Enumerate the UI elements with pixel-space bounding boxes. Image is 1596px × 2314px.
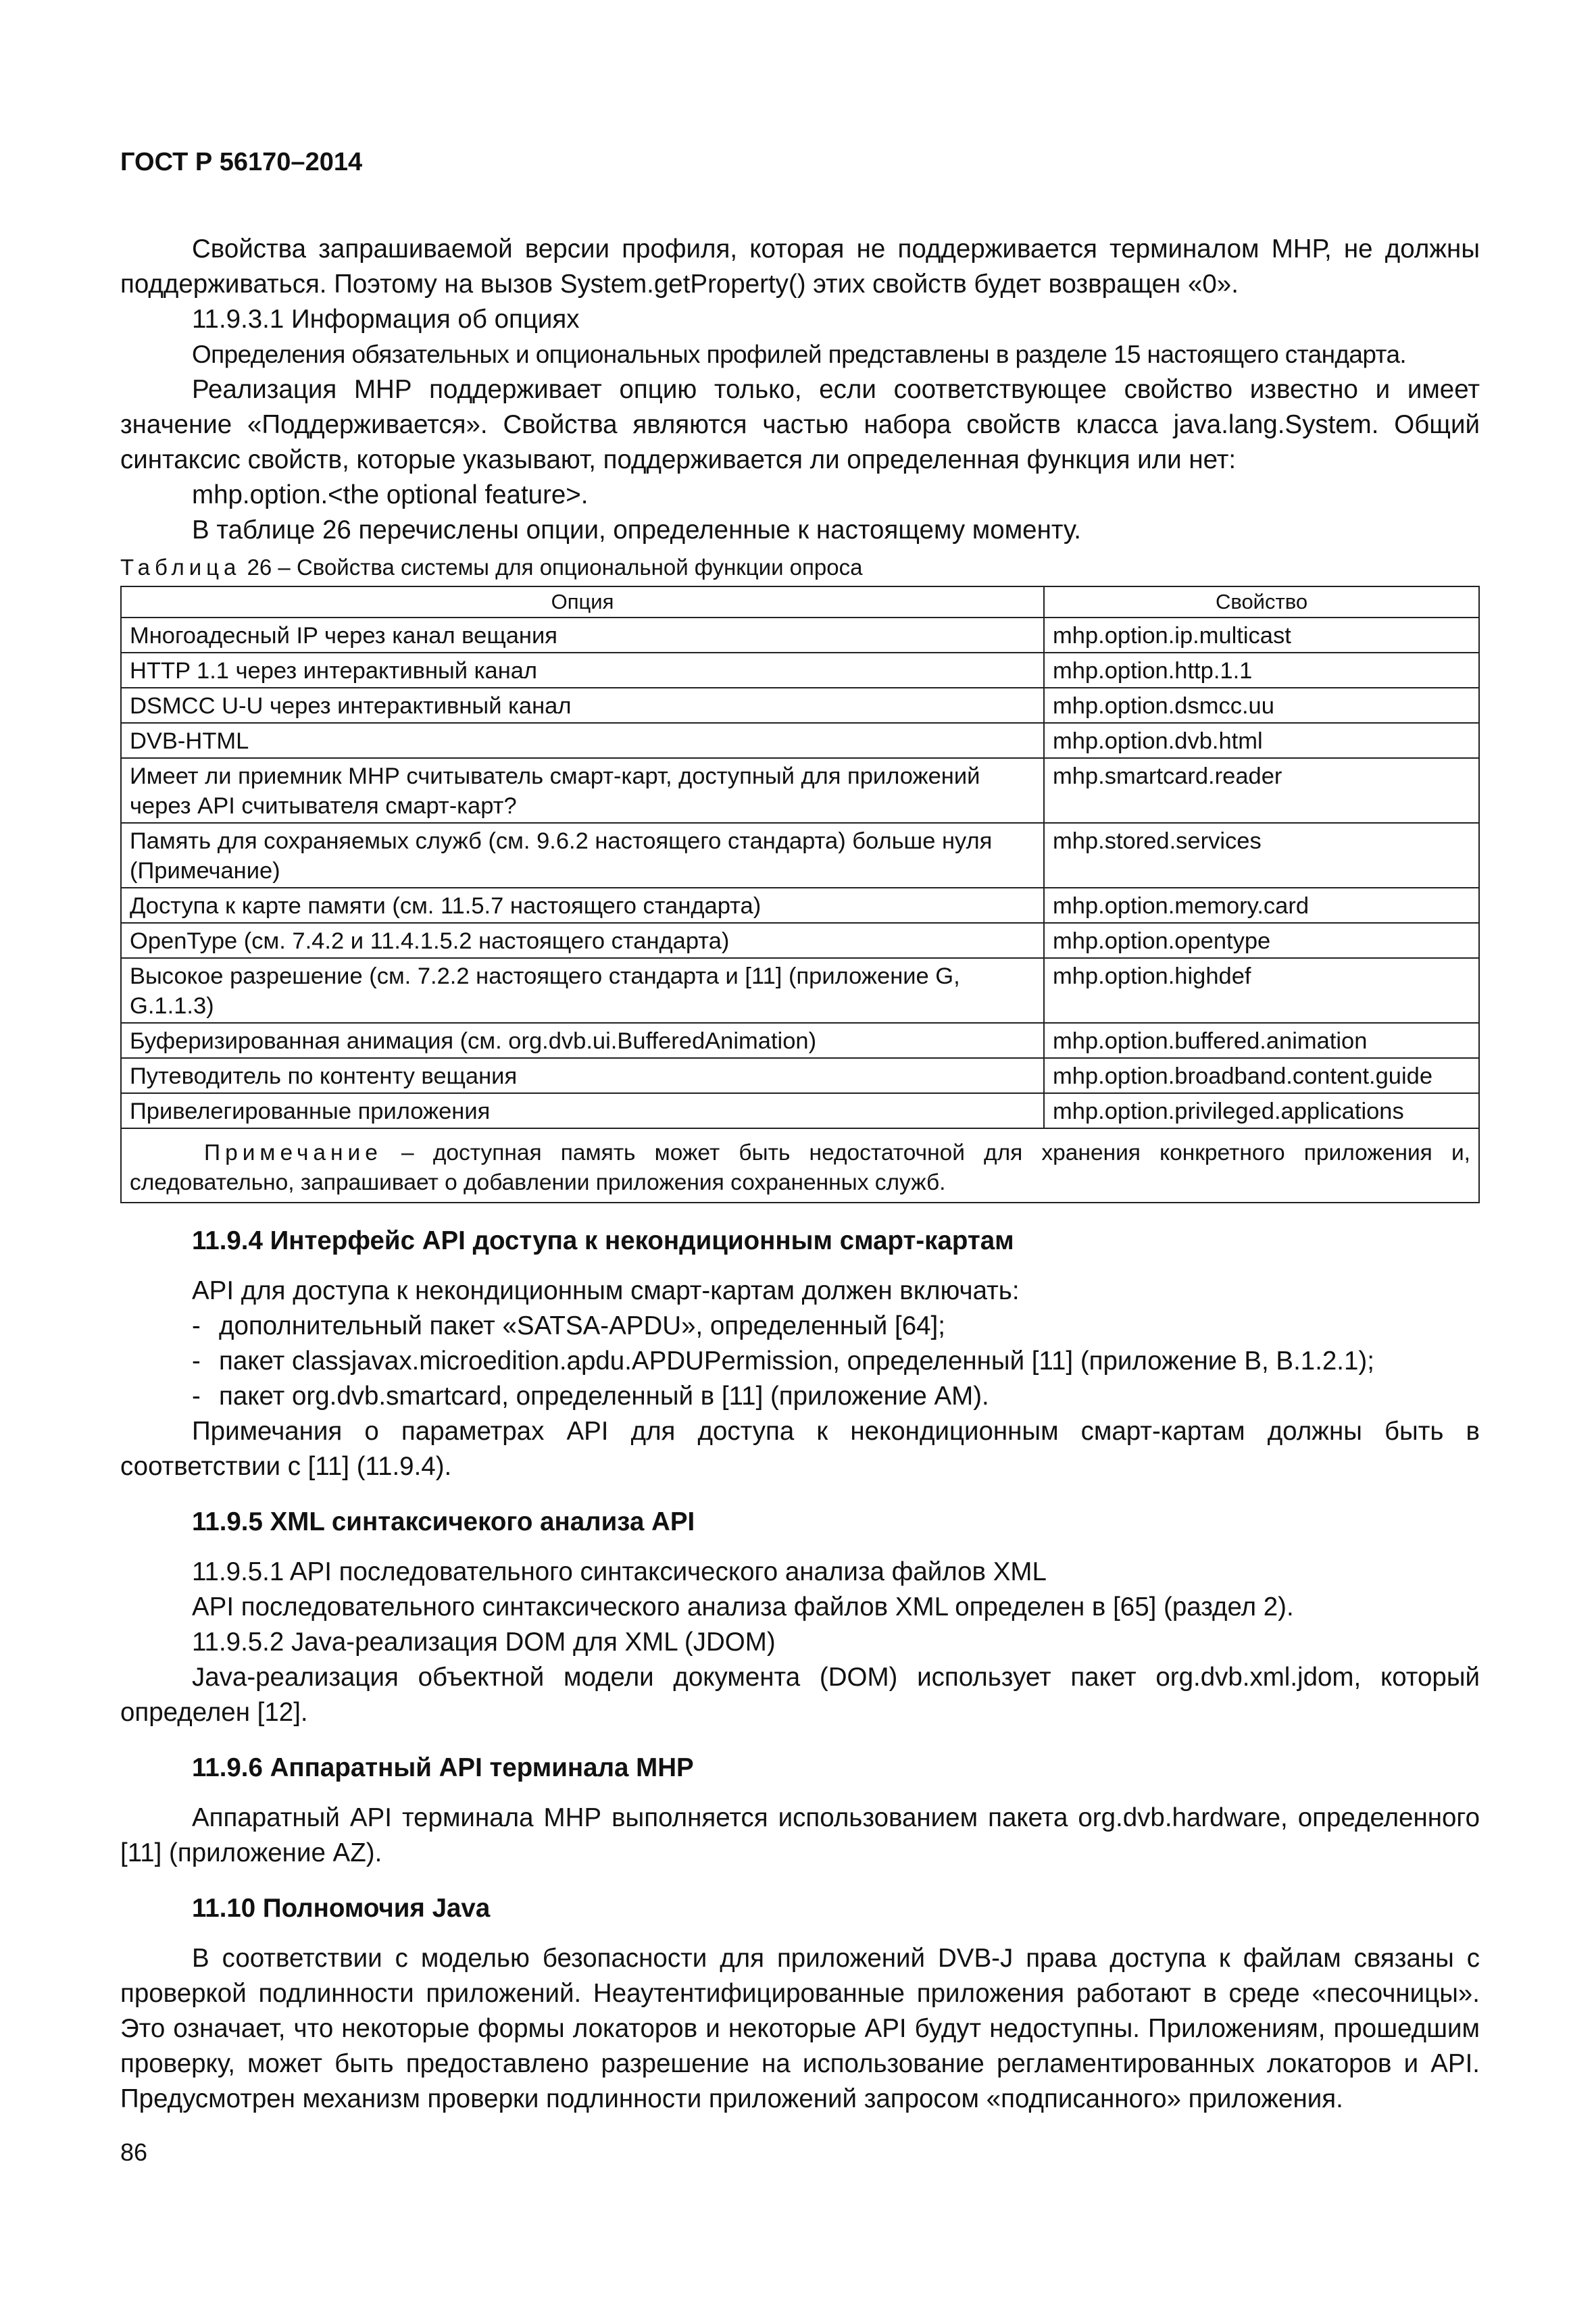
table-caption-text: 26 – Свойства системы для опциональной функции опроса (247, 555, 863, 580)
table-cell: DSMCC U-U через интерактивный канал (121, 688, 1044, 723)
list-item (120, 1379, 1480, 1414)
section-heading: 11.9.6 Аппаратный API терминала МНР (192, 1753, 694, 1782)
list-dash: - (192, 1382, 201, 1411)
table-row (121, 958, 1479, 1023)
section-heading: 11.10 Полномочия Java (192, 1894, 491, 1923)
paragraph: API последовательного синтаксического анализа файлов XML определен в [65] (раздел 2). (192, 1592, 1294, 1621)
table-cell: mhp.option.highdef (1044, 958, 1479, 1023)
document-page (120, 145, 1480, 2117)
table-row (121, 618, 1479, 653)
table-cell: mhp.option.dvb.html (1044, 723, 1479, 758)
list-item-text: дополнительный пакет «SATSA-APDU», определенный [64]; (219, 1311, 945, 1340)
section-heading: 11.9.5 XML синтаксичекого анализа API (192, 1507, 695, 1536)
paragraph: В соответствии с моделью безопасности для приложений DVB-J права доступа к файлам связаны с проверкой подлинности приложений. Неаутентифицированные приложения работают в среде «песочницы». Это означает, что некоторые формы локаторов и некоторые API будут недоступны. Приложениям, прошедшим проверку, может быть предоставлено разрешение на использование регламентированных локаторов и API. Предусмотрен механизм проверки подлинности приложений запросом «подписанного» приложения. (120, 1944, 1480, 2113)
column-header-property: Свойство (1044, 586, 1479, 618)
table-row (121, 723, 1479, 758)
table-cell: mhp.option.opentype (1044, 923, 1479, 958)
table-row (121, 888, 1479, 923)
table-row (121, 1093, 1479, 1128)
table-note-row (121, 1128, 1479, 1203)
table-cell: Многоадесный IP через канал вещания (121, 618, 1044, 653)
paragraph: Java-реализация объектной модели документа (DOM) использует пакет org.dvb.xml.jdom, который определен [12]. (120, 1663, 1480, 1727)
table-row (121, 688, 1479, 723)
table-cell: Высокое разрешение (см. 7.2.2 настоящего стандарта и [11] (приложение G, G.1.1.3) (121, 958, 1044, 1023)
table-cell: mhp.option.broadband.content.guide (1044, 1058, 1479, 1093)
list-dash: - (192, 1347, 201, 1376)
table-row (121, 1058, 1479, 1093)
list-item (120, 1309, 1480, 1344)
table-row (121, 1023, 1479, 1058)
table-cell: mhp.option.ip.multicast (1044, 618, 1479, 653)
table-cell: Буферизированная анимация (см. org.dvb.ui.BufferedAnimation) (121, 1023, 1044, 1058)
table-row (121, 758, 1479, 823)
table-note (121, 1128, 1479, 1203)
subsection-title: 11.9.5.2 Java-реализация DOM для XML (JDOM) (192, 1628, 776, 1657)
table-row (121, 653, 1479, 688)
table-cell: Доступа к карте памяти (см. 11.5.7 настоящего стандарта) (121, 888, 1044, 923)
paragraph: Реализация МНР поддерживает опцию только, если соответствующее свойство известно и имеет значение «Поддерживается». Свойства являются частью набора свойств класса java.lang.System. Общий синтаксис свойств, которые указывают, поддерживается ли определенная функция или нет: (120, 375, 1480, 474)
paragraph: Аппаратный API терминала МНР выполняется использованием пакета org.dvb.hardware, определенного [11] (приложение AZ). (120, 1803, 1480, 1867)
table-cell: OpenType (см. 7.4.2 и 11.4.1.5.2 настоящего стандарта) (121, 923, 1044, 958)
table-note-text: – доступная память может быть недостаточной для хранения конкретного приложения и, следовательно, запрашивает о добавлении приложения сохраненных служб. (130, 1140, 1470, 1195)
section-heading: 11.9.4 Интерфейс API доступа к некондиционным смарт-картам (192, 1226, 1014, 1255)
list-item (120, 1344, 1480, 1379)
table-note-label: Примечание (204, 1140, 382, 1165)
table-cell: mhp.option.buffered.animation (1044, 1023, 1479, 1058)
table-cell: DVB-HTML (121, 723, 1044, 758)
paragraph: Определения обязательных и опциональных профилей представлены в разделе 15 настоящего стандарта. (192, 341, 1407, 368)
table-cell: mhp.option.privileged.applications (1044, 1093, 1479, 1128)
list-dash: - (192, 1311, 201, 1340)
table-cell: mhp.option.dsmcc.uu (1044, 688, 1479, 723)
table-row (121, 823, 1479, 888)
table-cell: Путеводитель по контенту вещания (121, 1058, 1044, 1093)
table-row (121, 923, 1479, 958)
list-item-text: пакет classjavax.microedition.apdu.APDUPermission, определенный [11] (приложение B, B.1.2.1); (219, 1347, 1374, 1376)
paragraph: В таблице 26 перечислены опции, определенные к настоящему моменту. (192, 515, 1081, 545)
document-id: ГОСТ Р 56170–2014 (120, 148, 363, 176)
table-cell: mhp.smartcard.reader (1044, 758, 1479, 823)
paragraph: Свойства запрашиваемой версии профиля, которая не поддерживается терминалом МНР, не должны поддерживаться. Поэтому на вызов System.getProperty() этих свойств будет возвращен «0». (120, 234, 1480, 299)
table-cell: mhp.option.memory.card (1044, 888, 1479, 923)
subsection-title: 11.9.5.1 API последовательного синтаксического анализа файлов XML (192, 1557, 1047, 1586)
table-cell: Имеет ли приемник МНР считыватель смарт-карт, доступный для приложений через API считывателя смарт-карт? (121, 758, 1044, 823)
column-header-option: Опция (121, 586, 1044, 618)
paragraph: API для доступа к некондиционным смарт-картам должен включать: (192, 1276, 1020, 1305)
list-item-text: пакет org.dvb.smartcard, определенный в [11] (приложение AM). (219, 1382, 989, 1411)
page-number: 86 (120, 2138, 148, 2166)
subsection-title: 11.9.3.1 Информация об опциях (192, 305, 580, 334)
table-cell: mhp.stored.services (1044, 823, 1479, 888)
paragraph: mhp.option.<the optional feature>. (192, 480, 589, 509)
table-cell: Привелегированные приложения (121, 1093, 1044, 1128)
table-cell: Память для сохраняемых служб (см. 9.6.2 настоящего стандарта) больше нуля (Примечание) (121, 823, 1044, 888)
options-table (120, 586, 1480, 1203)
table-cell: HTTP 1.1 через интерактивный канал (121, 653, 1044, 688)
table-caption-label: Таблица (120, 555, 241, 580)
table-cell: mhp.option.http.1.1 (1044, 653, 1479, 688)
paragraph: Примечания о параметрах API для доступа к некондиционным смарт-картам должны быть в соответствии с [11] (11.9.4). (120, 1417, 1480, 1481)
table-caption (120, 552, 1480, 583)
table-header-row (121, 586, 1479, 618)
